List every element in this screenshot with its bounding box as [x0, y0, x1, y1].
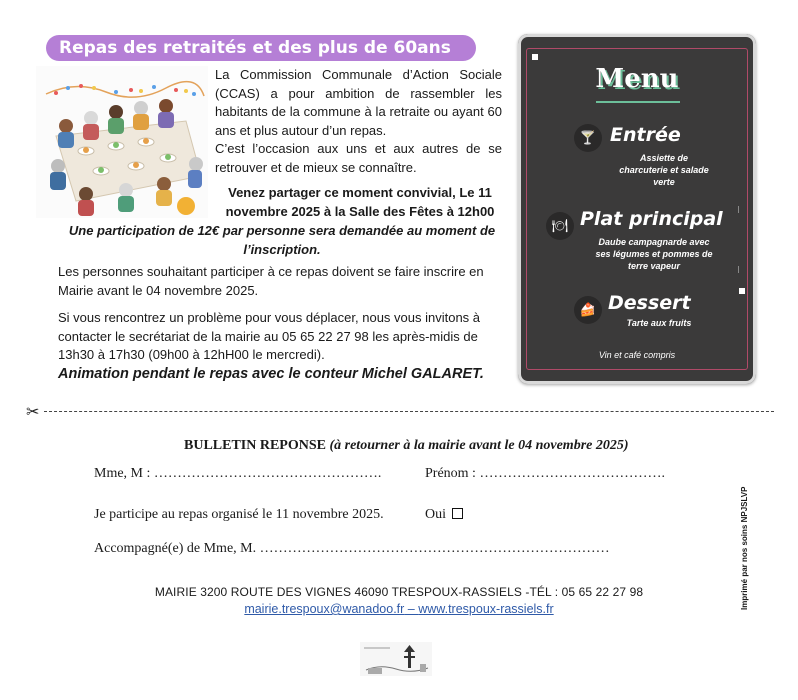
form-title	[184, 438, 629, 454]
yes-checkbox[interactable]	[452, 508, 463, 519]
banquet-illustration	[36, 66, 208, 218]
page-title: Repas des retraités et des plus de 60ans	[46, 35, 476, 61]
cut-line	[44, 411, 774, 412]
firstname-field[interactable]: Prénom : ………………………………….	[425, 466, 665, 481]
menu-title-underline	[596, 101, 680, 103]
commune-logo	[360, 642, 432, 676]
intro-paragraph: La Commission Communale d’Action Sociale (CCAS) a pour ambition de rassembler les habitants de la commune à la retraite ou ayant 60 ans et plus autour d’un repas.	[215, 67, 502, 138]
course-dessert-desc: Tarte aux fruits	[626, 318, 692, 328]
divider-tick	[738, 266, 739, 273]
event-invite: Venez partager ce moment convivial, Le 11 novembre 2025 à la Salle des Fêtes à 12h00	[225, 185, 495, 219]
corner-mark	[739, 288, 745, 294]
course-plat: Plat principal	[580, 208, 723, 230]
participation-fee: Une participation de 12€ par personne sera demandée au moment de l’inscription.	[68, 223, 496, 257]
cake-icon: 🍰	[574, 296, 602, 324]
yes-option[interactable]	[425, 507, 463, 523]
yes-label: Oui	[425, 507, 446, 522]
course-dessert: Dessert	[608, 292, 691, 314]
registration-info: Les personnes souhaitant participer à ce repas doivent se faire inscrire en Mairie avant le 04 novembre 2025.	[58, 264, 484, 298]
intro-paragraph: C’est l’occasion aux uns et aux autres de se retrouver et de mieux se connaître.	[215, 141, 502, 175]
corner-mark	[532, 54, 538, 60]
transport-help: Si vous rencontrez un problème pour vous déplacer, nous vous invitons à contacter le secrétariat de la mairie au 05 65 22 27 98 les après-midis de 13h30 à 17h30 (09h00 à 12hH00 le mercredi).	[58, 310, 481, 362]
scissors-icon: ✂	[26, 404, 40, 421]
glass-icon: 🍸	[574, 124, 602, 152]
animation-note: Animation pendant le repas avec le conteur Michel GALARET.	[58, 366, 484, 382]
form-title-main: BULLETIN REPONSE	[184, 438, 326, 453]
email-link[interactable]: mairie.trespoux@wanadoo.fr	[244, 602, 405, 616]
contact-links	[0, 602, 798, 616]
menu-board	[518, 34, 756, 384]
print-note: Imprimé par nos soins NPJSLVP	[740, 486, 749, 610]
intro-text	[215, 66, 502, 177]
companion-field[interactable]: Accompagné(e) de Mme, M. …………………………………………………………………	[94, 541, 610, 556]
form-title-subtitle: (à retourner à la mairie avant le 04 novembre 2025)	[329, 438, 629, 453]
website-link[interactable]: www.trespoux-rassiels.fr	[418, 602, 554, 616]
mairie-address: MAIRIE 3200 ROUTE DES VIGNES 46090 TRESPOUX-RASSIELS -TÉL : 05 65 22 27 98	[154, 585, 644, 599]
link-separator: –	[404, 602, 419, 616]
menu-title: Menu	[595, 64, 679, 94]
course-plat-desc: Daube campagnarde avec ses légumes et pommes de terre vapeur	[595, 237, 713, 271]
course-entree: Entrée	[610, 124, 681, 146]
name-field[interactable]: Mme, M : ………………………………………….	[94, 466, 382, 481]
course-entree-desc: Assiette de charcuterie et salade verte	[619, 153, 709, 187]
divider-tick	[738, 206, 739, 213]
menu-footer: Vin et café compris	[598, 350, 676, 360]
participation-statement: Je participe au repas organisé le 11 novembre 2025.	[94, 507, 384, 522]
cloche-icon: 🍽	[546, 212, 574, 240]
